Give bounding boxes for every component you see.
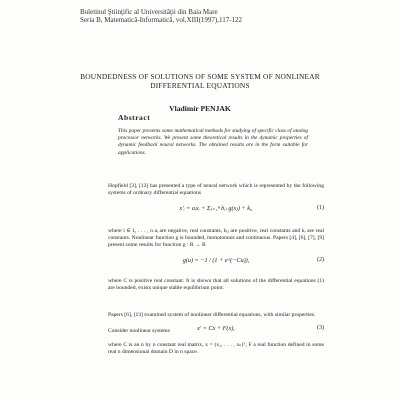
abstract-heading: Abstract	[118, 113, 151, 122]
equation-2-number: (2)	[317, 257, 324, 263]
title-line-1: BOUNDEDNESS OF SOLUTIONS OF SOME SYSTEM OF NONLINEAR	[80, 72, 320, 81]
paragraph-2: where i ∈ 1, . . . , n aᵢ are negative, real constants, bᵢⱼ are positive, real constants and kᵢ are real constants. Nonlinear function g is bounded, monotonous and continuous. Papers [4], [6], [7], [9] present some results for function g : R → R	[108, 228, 324, 249]
paper-title	[40, 72, 360, 90]
equation-1	[108, 202, 324, 216]
abstract-text: This paper presents some mathematical methods for studying of specific class of analog processor networks. We present some theoretical results in the dynamic properties of dynamic feedback neural networks. The obtained results are in the form suitable for applications.	[118, 128, 308, 156]
journal-name: Buletinul Ştiinţific al Universităţii din Baia Mare	[80, 8, 218, 16]
equation-3-expression: x′ = Cx + F(x),	[197, 325, 235, 332]
equation-1-expression: x′ᵢ = aᵢxᵢ + Σⱼ₌₁ⁿ bᵢⱼ g(xⱼ) + kᵢ,	[179, 205, 253, 212]
journal-series: Seria B, Matematică-Informatică, vol.XIII(1997),117-122	[80, 16, 243, 24]
paragraph-3: where C is positive real constant. It is shown that all solutions of the differential equations (1) are bounded, exists unique stable equilibrium point.	[108, 278, 324, 292]
equation-1-number: (1)	[317, 205, 324, 211]
author-name: Vladimír PENJAK	[169, 104, 231, 113]
equation-2	[108, 254, 324, 268]
paragraph-1: Hopfield [3], [12] has presented a type of neural network which is represented by the following systems of ordinary differential equations	[108, 183, 324, 197]
equation-2-expression: g(u) = −1 / (1 + e^(−Cu)),	[182, 257, 250, 264]
journal-header	[80, 8, 242, 24]
paragraph-5: Consider nonlinear systems	[108, 328, 170, 334]
equation-3	[108, 322, 324, 336]
title-line-2: DIFFERENTIAL EQUATIONS	[150, 81, 250, 90]
paragraph-6: where C is an n by n constant real matrix, x = (x₁, . . . , xₙ)ᵀ, F a real function defined in some real n dimensional domain D in n space.	[108, 342, 324, 356]
equation-3-number: (3)	[317, 325, 324, 331]
paragraph-4: Papers [6], [13] examined system of nonlinear differential equations, with similar properties.	[108, 312, 316, 318]
